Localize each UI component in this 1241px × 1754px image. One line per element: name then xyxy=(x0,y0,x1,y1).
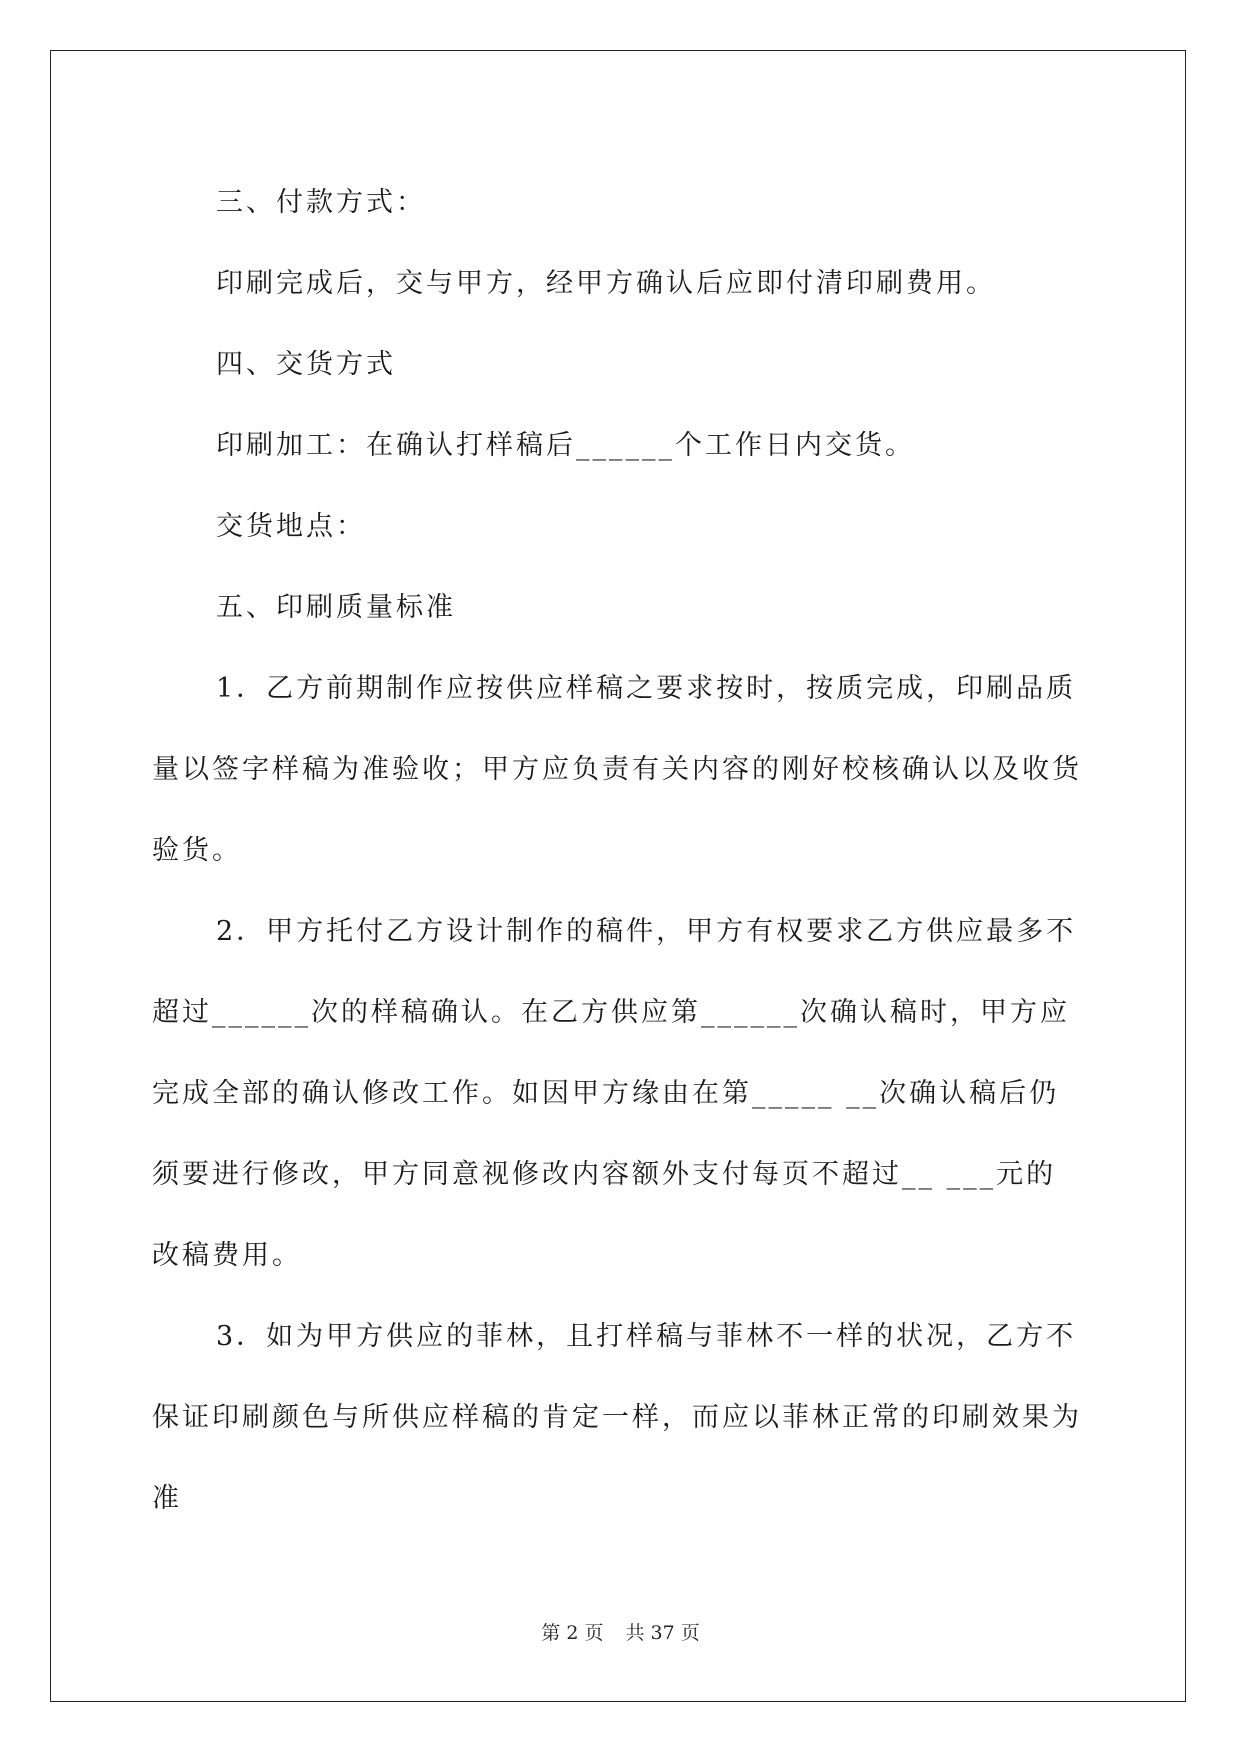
section-heading-delivery: 四、交货方式 xyxy=(216,349,396,380)
clause-3: 3．如为甲方供应的菲林，且打样稿与菲林不一样的状况，乙方不保证印刷颜色与所供应样稿的肯定一样，而应以菲林正常的印刷效果为准 xyxy=(152,1321,1082,1514)
page-number: 第 2 页 xyxy=(541,1622,604,1644)
section-heading-payment: 三、付款方式： xyxy=(216,187,426,218)
clause-2: 2．甲方托付乙方设计制作的稿件，甲方有权要求乙方供应最多不超过______次的样稿确认。在乙方供应第______次确认稿时，甲方应完成全部的确认修改工作。如因甲方缘由在第_____ __次确认稿后仍须要进行修改，甲方同意视修改内容额外支付每页不超过__ ___元的改稿费用。 xyxy=(152,916,1077,1271)
paragraph-payment-terms: 印刷完成后，交与甲方，经甲方确认后应即付清印刷费用。 xyxy=(216,268,996,299)
page-total: 共 37 页 xyxy=(625,1622,700,1644)
page-footer xyxy=(0,1618,1241,1645)
paragraph-delivery-location: 交货地点： xyxy=(216,511,366,542)
document-body xyxy=(152,162,1086,1539)
clause-1: 1．乙方前期制作应按供应样稿之要求按时，按质完成，印刷品质量以签字样稿为准验收；甲方应负责有关内容的刚好校核确认以及收货验货。 xyxy=(152,673,1082,866)
section-heading-quality: 五、印刷质量标准 xyxy=(216,592,456,623)
paragraph-delivery-time: 印刷加工：在确认打样稿后______个工作日内交货。 xyxy=(216,430,915,461)
